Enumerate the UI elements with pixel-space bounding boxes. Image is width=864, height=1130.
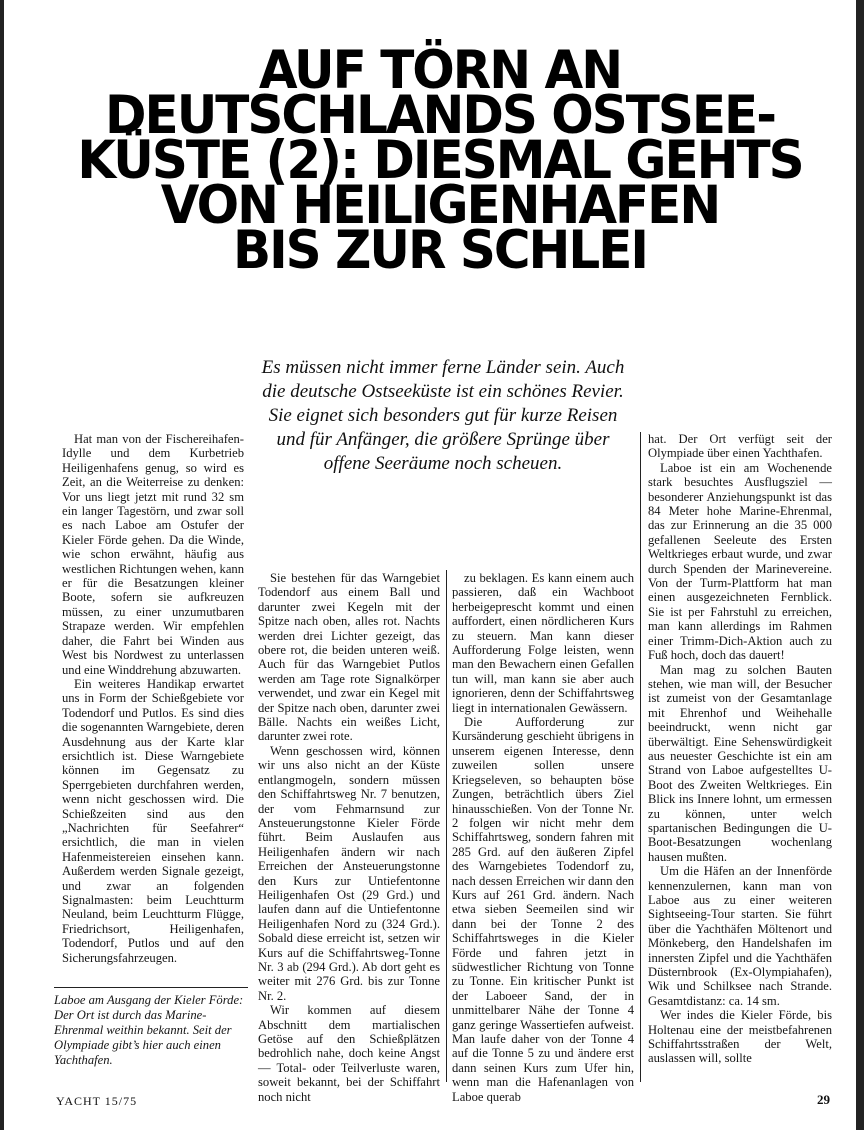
article-headline [60,39,820,281]
paragraph: Ein weiteres Handikap erwartet uns in Form der Schießgebiete vor Todendorf und Putlos. Es sind dies die sogenannten Warngebiete, deren Ausdehnung aus der Karte klar ersichtlich ist. Diese Warngebiete können im Gegensatz zu Sperrgebieten durchfahren werden, wenn nicht geschossen wird. Die Schießzeiten sind aus den „Nachrichten für Seefahrer“ ersichtlich, die man in vielen Hafenmeistereien einsehen kann. Außerdem werden Signale gezeigt, und zwar an folgenden Signalmasten: beim Leuchtturm Neuland, beim Leuchtturm Flügge, Friedrichsort, Heiligenhafen, Todendorf, Putlos und auf den Sicherungsfahrzeugen. [62,676,244,965]
paragraph: Wir kommen auf diesem Abschnitt dem martialischen Getöse auf den Schießplätzen bedrohlich nahe, doch keine Angst — Total- oder Teilverluste waren, soweit bekannt, bei der Schiffahrt noch nicht [258,1003,440,1104]
photo-caption: Laboe am Ausgang der Kieler Förde: Der Ort ist durch das Marine-Ehrenmal weithin bekannt. Seit der Olympiade gibt’s hier auch einen Yachthafen. [54,993,244,1067]
headline-line-5: BIS ZUR SCHLEI [232,219,648,281]
paragraph: Um die Häfen an der Innenförde kennenzulernen, kann man von Laboe aus zu einer weiteren Sightseeing-Tour starten. Sie führt über die Yachthäfen Möltenort und Mönkeberg, den Handelshafen im innersten Zipfel und die Yachthäfen Düsternbrook (Ex-Olympiahafen), Wik und Schilksee nach Strande. Gesamtdistanz: ca. 14 sm. [648,864,832,1008]
paragraph: hat. Der Ort verfügt seit der Olympiade über einen Yachthafen. [648,432,832,461]
text-column-3 [452,571,634,1104]
headline-line-1: AUF TÖRN AN [258,39,622,101]
text-column-2 [258,571,440,1104]
paragraph: Die Aufforderung zur Kursänderung geschieht übrigens in unserem eigenen Interesse, denn zuweilen sollen unsere Kriegseleven, so behaupten böse Zungen, beträchtlich übers Ziel hinausschießen. Von der Tonne Nr. 2 folgen wir nicht mehr dem Schiffahrtsweg, sondern fahren mit 285 Grd. auf den äußeren Zipfel des Warngebietes Todendorf zu, nach dessen Erreichen wir dann den Kurs auf 261 Grd. ändern. Nach etwa sieben Seemeilen sind wir dann bei der Tonne 2 des Schiffahrtsweges in die Kieler Förde und fahren jetzt in südwestlicher Richtung von Tonne zu Tonne. Ein kritischer Punkt ist der Laboeer Sand, der in unmittelbarer Nähe der Tonne 4 ganz geringe Wassertiefen aufweist. Man laufe daher von der Tonne 4 auf die Tonne 5 zu und ändere erst dann seinen Kurs zum Ufer hin, wenn man die Hafenanlagen von Laboe querab [452,715,634,1104]
page-number: 29 [817,1092,830,1107]
paragraph: Hat man von der Fischereihafen-Idylle und dem Kurbetrieb Heiligenhafens genug, so wird es Zeit, an die Weiterreise zu denken: Vor uns liegt jetzt mit rund 32 sm ein langer Tagestörn, und zwar soll es nach Laboe am Ostufer der Kieler Förde gehen. Da die Winde, wie schon erwähnt, häufig aus westlichen Richtungen wehen, kann er für die Besatzungen kleiner Boote, sofern sie aufkreuzen müssen, zu einer unzumutbaren Strapaze werden. Wir empfehlen daher, die Fahrt bei Winden aus West bis Nordwest zu unterlassen und eine Winddrehung abzuwarten. [62,432,244,677]
caption-divider [54,987,248,988]
paragraph: Wer indes die Kieler Förde, bis Holtenau eine der meistbefahrenen Schiffahrtsstraßen der Welt, auslassen will, sollte [648,1008,832,1066]
article-lede: Es müssen nicht immer ferne Länder sein. Auch die deutsche Ostseeküste ist ein schönes Revier. Sie eignet sich besonders gut für kurze Reisen und für Anfänger, die größere Sprünge über offene Seeräume noch scheuen. [261,357,625,474]
column-divider [446,570,447,1082]
scan-edge-left [0,0,4,1130]
paragraph: zu beklagen. Es kann einem auch passieren, daß ein Wachboot herbeigeprescht kommt und einen auffordert, einen nördlicheren Kurs zu steuern. Man kann dieser Aufforderung Folge leisten, wenn man den Bewachern einen Gefallen tun will, man kann sie aber auch ignorieren, denn der Schiffahrtsweg liegt in internationalen Gewässern. [452,571,634,715]
paragraph: Man mag zu solchen Bauten stehen, wie man will, der Besucher ist zumeist von der Gesamtanlage mit Ehrenhof und Weihehalle beeindruckt, wenn nicht gar überwältigt. Eine Sehenswürdigkeit aus neuester Geschichte ist ein am Strand von Laboe aufgestelltes U-Boot des Zweiten Weltkrieges. Ein Blick ins Innere lohnt, um ermessen zu können, unter welch spartanischen Bedingungen die U-Boot-Besatzungen wochenlang hausen mußten. [648,662,832,864]
paragraph: Wenn geschossen wird, können wir uns also nicht an der Küste entlangmogeln, sondern müssen den Schiffahrtsweg Nr. 7 benutzen, der vom Fehmarnsund zur Ansteuerungstonne Kieler Förde führt. Beim Auslaufen aus Heiligenhafen ändern wir nach Erreichen der Ansteuerungstonne den Kurs zur Untiefentonne Heiligenhafen Ost (29 Grd.) und laufen dann auf die Untiefentonne Heiligenhafen Nord zu (324 Grd.). Sobald diese erreicht ist, setzen wir Kurs auf die Schiffahrtsweg-Tonne Nr. 3 ab (294 Grd.). Ab dort geht es weiter mit 276 Grd. bis zur Tonne Nr. 2. [258,743,440,1003]
text-column-1 [62,432,244,965]
text-column-4 [648,432,832,1066]
paragraph: Sie bestehen für das Warngebiet Todendorf aus einem Ball und darunter zwei Kegeln mit der Spitze nach oben, alles rot. Nachts werden drei Lichter gezeigt, das obere rot, die beiden unteren weiß. Auch für das Warngebiet Putlos werden am Tage rote Signalkörper verwendet, und zwar ein Kegel mit der Spitze nach oben, darunter zwei Bälle. Nachts ein weißes Licht, darunter zwei rote. [258,571,440,744]
paragraph: Laboe ist ein am Wochenende stark besuchtes Ausflugsziel — besonderer Anziehungspunkt ist das 84 Meter hohe Marine-Ehrenmal, das zur Erinnerung an die 35 000 gefallenen Seeleute des Ersten Weltkrieges erbaut wurde, und zwar durch Spenden der Marinevereine. Von der Turm-Plattform hat man einen ausgezeichneten Fernblick. Sie ist per Fahrstuhl zu erreichen, man kann allerdings im Rahmen einer Trimm-Dich-Aktion auch zu Fuß hoch, doch das dauert! [648,460,832,663]
column-divider [640,432,641,1082]
magazine-issue: YACHT 15/75 [56,1094,138,1108]
headline-line-2: DEUTSCHLANDS OSTSEE- [105,84,775,146]
headline-line-4: VON HEILIGENHAFEN [160,174,720,236]
headline-line-3: KÜSTE (2): DIESMAL GEHTS [77,129,803,191]
scan-edge-right [856,0,864,1130]
